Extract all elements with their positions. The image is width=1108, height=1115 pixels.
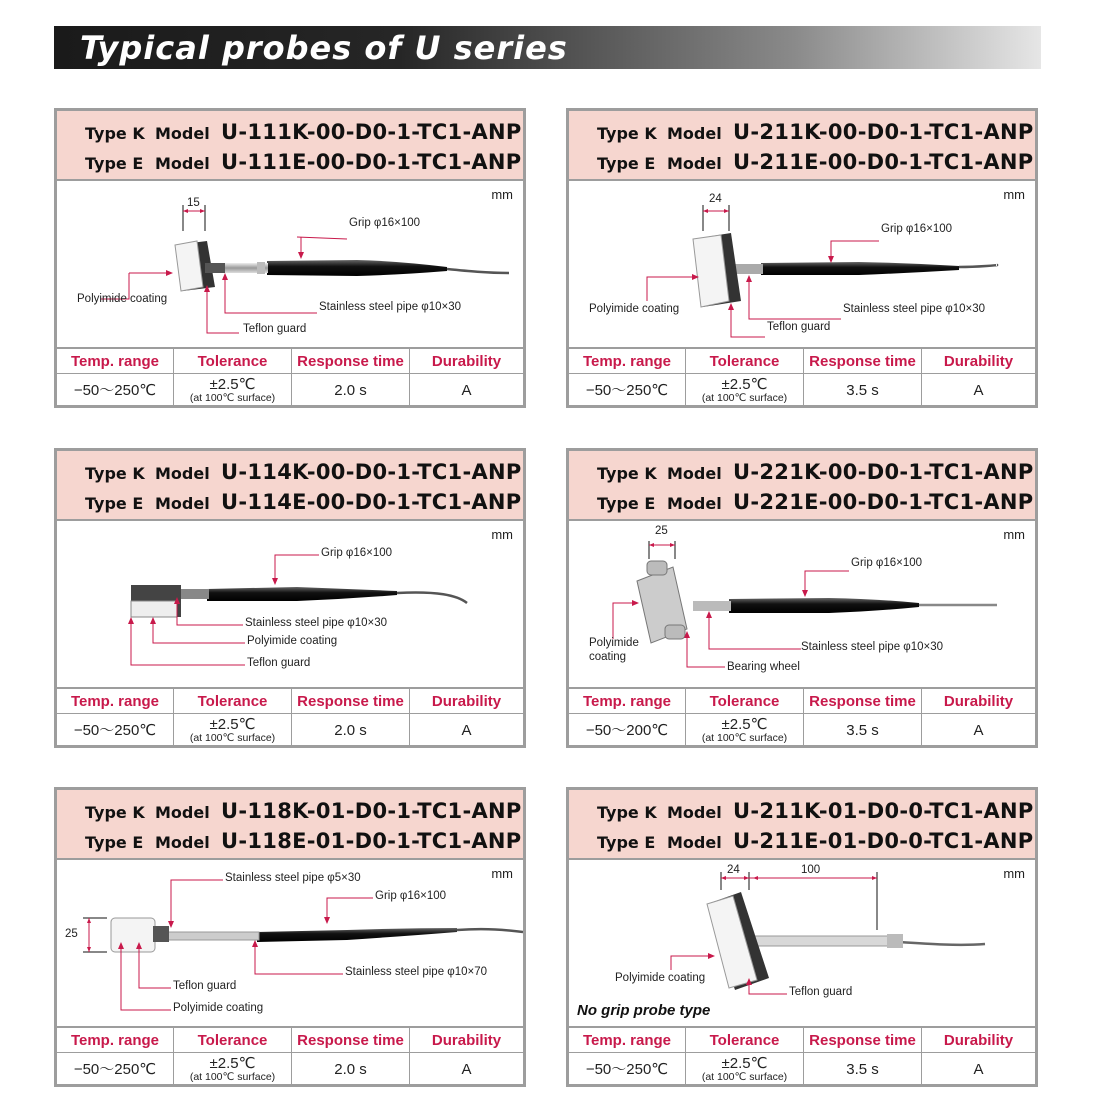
tolerance-note: (at 100℃ surface)	[189, 731, 276, 744]
probe-card-u111	[54, 108, 526, 408]
header-tolerance: Tolerance	[174, 349, 292, 374]
unit-label: mm	[1003, 527, 1025, 542]
page-title: Typical probes of U series	[80, 29, 568, 67]
type-label: Type E	[597, 833, 656, 852]
tolerance-note: (at 100℃ surface)	[701, 391, 788, 404]
type-label: Type E	[85, 833, 144, 852]
model-row-type-k	[597, 799, 1034, 825]
header-durability: Durability	[410, 689, 523, 714]
header-temp-range: Temp. range	[569, 1028, 686, 1053]
model-header	[569, 790, 1035, 860]
model-header	[57, 111, 523, 181]
value-temp-range: −50〜250℃	[57, 374, 174, 407]
probe-card-u211-no-grip	[566, 787, 1038, 1087]
model-code-k: U-118K-01-D0-1-TC1-ANP	[221, 799, 522, 823]
value-temp-range: −50〜200℃	[569, 714, 686, 747]
callout-polyimide-coating: Polyimide coating	[173, 1002, 264, 1014]
model-word: Model	[155, 464, 210, 483]
type-label: Type K	[597, 803, 657, 822]
model-code-e: U-118E-01-D0-1-TC1-ANP	[221, 829, 522, 853]
title-banner	[54, 26, 1041, 69]
model-code-k: U-114K-00-D0-1-TC1-ANP	[221, 460, 522, 484]
model-code-e: U-114E-00-D0-1-TC1-ANP	[221, 490, 522, 514]
model-row-type-e	[85, 150, 522, 176]
unit-label: mm	[1003, 187, 1025, 202]
model-word: Model	[155, 154, 210, 173]
model-code-e: U-211E-00-D0-1-TC1-ANP	[733, 150, 1034, 174]
model-row-type-e	[597, 490, 1034, 516]
header-durability: Durability	[922, 1028, 1035, 1053]
callout-grip: Grip φ16×100	[375, 890, 447, 902]
tolerance-note: (at 100℃ surface)	[189, 1070, 276, 1083]
callout-polyimide: Polyimide	[589, 637, 639, 649]
value-response-time: 3.5 s	[804, 1053, 922, 1086]
tolerance-value: ±2.5℃	[721, 1055, 768, 1073]
probe-card-u221	[566, 448, 1038, 748]
header-response-time: Response time	[804, 349, 922, 374]
model-word: Model	[667, 154, 722, 173]
tolerance-note: (at 100℃ surface)	[189, 391, 276, 404]
value-durability: A	[973, 381, 984, 399]
value-temp-range: −50〜250℃	[569, 374, 686, 407]
tolerance-value: ±2.5℃	[209, 1055, 256, 1073]
probe-card-u211	[566, 108, 1038, 408]
dimension-label: 25	[655, 525, 668, 537]
unit-label: mm	[491, 866, 513, 881]
header-temp-range: Temp. range	[569, 689, 686, 714]
value-durability: A	[973, 721, 984, 739]
model-row-type-k	[597, 120, 1034, 146]
model-row-type-k	[85, 799, 522, 825]
value-response-time: 2.0 s	[292, 714, 410, 747]
model-header	[569, 451, 1035, 521]
callout-stainless-pipe: Stainless steel pipe φ10×30	[843, 303, 986, 315]
model-header	[57, 790, 523, 860]
callout-stainless-pipe: Stainless steel pipe φ10×30	[245, 617, 388, 629]
value-response-time: 3.5 s	[804, 714, 922, 747]
model-word: Model	[155, 833, 210, 852]
probe-diagram	[569, 181, 1035, 347]
callout-grip: Grip φ16×100	[881, 223, 953, 235]
header-response-time: Response time	[804, 689, 922, 714]
value-durability: A	[461, 1060, 472, 1078]
tolerance-value: ±2.5℃	[721, 376, 768, 394]
header-tolerance: Tolerance	[686, 349, 804, 374]
callout-teflon-guard: Teflon guard	[243, 323, 307, 335]
header-response-time: Response time	[292, 1028, 410, 1053]
spec-table	[569, 347, 1035, 405]
callout-grip: Grip φ16×100	[349, 217, 421, 229]
value-durability: A	[461, 381, 472, 399]
probe-diagram	[569, 521, 1035, 687]
callout-polyimide-coating: Polyimide coating	[247, 635, 338, 647]
model-code-e: U-111E-00-D0-1-TC1-ANP	[221, 150, 522, 174]
callout-grip: Grip φ16×100	[321, 547, 393, 559]
header-durability: Durability	[410, 349, 523, 374]
model-word: Model	[155, 494, 210, 513]
model-code-k: U-211K-00-D0-1-TC1-ANP	[733, 120, 1034, 144]
value-tolerance	[686, 1053, 804, 1086]
model-word: Model	[667, 833, 722, 852]
callout-teflon-guard: Teflon guard	[173, 980, 237, 992]
model-code-k: U-221K-00-D0-1-TC1-ANP	[733, 460, 1034, 484]
unit-label: mm	[491, 187, 513, 202]
tolerance-value: ±2.5℃	[209, 716, 256, 734]
value-tolerance	[174, 374, 292, 407]
model-code-e: U-221E-00-D0-1-TC1-ANP	[733, 490, 1034, 514]
model-code-e: U-211E-01-D0-0-TC1-ANP	[733, 829, 1034, 853]
tolerance-note: (at 100℃ surface)	[701, 1070, 788, 1083]
no-grip-note: No grip probe type	[577, 1002, 711, 1019]
spec-table	[57, 1026, 523, 1084]
probe-drawing	[569, 521, 1035, 687]
probe-diagram	[57, 521, 523, 687]
type-label: Type E	[85, 154, 144, 173]
probe-drawing	[57, 860, 523, 1026]
callout-stainless-pipe: Stainless steel pipe φ10×30	[801, 641, 944, 653]
unit-label: mm	[491, 527, 513, 542]
dimension-label: 25	[65, 928, 78, 940]
header-temp-range: Temp. range	[57, 349, 174, 374]
model-code-k: U-211K-01-D0-0-TC1-ANP	[733, 799, 1034, 823]
header-response-time: Response time	[292, 689, 410, 714]
model-word: Model	[155, 124, 210, 143]
unit-label: mm	[1003, 866, 1025, 881]
type-label: Type E	[85, 494, 144, 513]
model-code-k: U-111K-00-D0-1-TC1-ANP	[221, 120, 522, 144]
probe-diagram	[57, 181, 523, 347]
value-durability: A	[973, 1060, 984, 1078]
type-label: Type E	[597, 154, 656, 173]
callout-stainless-pipe-small: Stainless steel pipe φ5×30	[225, 872, 361, 884]
model-row-type-k	[85, 460, 522, 486]
callout-grip: Grip φ16×100	[851, 557, 923, 569]
dimension-label: 24	[709, 193, 722, 205]
header-tolerance: Tolerance	[174, 689, 292, 714]
value-tolerance	[686, 714, 804, 747]
value-temp-range: −50〜250℃	[57, 1053, 174, 1086]
callout-polyimide-coating: Polyimide coating	[77, 293, 168, 305]
header-response-time: Response time	[292, 349, 410, 374]
value-tolerance	[174, 1053, 292, 1086]
model-header	[57, 451, 523, 521]
value-tolerance	[686, 374, 804, 407]
callout-polyimide-coating: Polyimide coating	[589, 303, 680, 315]
value-temp-range: −50〜250℃	[57, 714, 174, 747]
probe-card-u114	[54, 448, 526, 748]
model-row-type-e	[597, 150, 1034, 176]
header-durability: Durability	[410, 1028, 523, 1053]
model-header	[569, 111, 1035, 181]
header-temp-range: Temp. range	[57, 689, 174, 714]
dimension-label: 24	[727, 864, 740, 876]
model-word: Model	[667, 494, 722, 513]
callout-stainless-pipe: Stainless steel pipe φ10×30	[319, 301, 462, 313]
value-tolerance	[174, 714, 292, 747]
model-row-type-k	[597, 460, 1034, 486]
model-row-type-e	[85, 490, 522, 516]
value-response-time: 3.5 s	[804, 374, 922, 407]
dimension-label: 100	[801, 864, 821, 876]
callout-stainless-pipe: Stainless steel pipe φ10×70	[345, 966, 488, 978]
model-row-type-e	[85, 829, 522, 855]
probe-diagram	[569, 860, 1035, 1026]
spec-table	[57, 687, 523, 745]
type-label: Type K	[85, 124, 145, 143]
probe-card-u118	[54, 787, 526, 1087]
callout-teflon-guard: Teflon guard	[247, 657, 311, 669]
type-label: Type E	[597, 494, 656, 513]
value-durability: A	[461, 721, 472, 739]
type-label: Type K	[597, 124, 657, 143]
callout-teflon-guard: Teflon guard	[767, 321, 831, 333]
type-label: Type K	[85, 464, 145, 483]
model-word: Model	[667, 464, 722, 483]
spec-table	[57, 347, 523, 405]
spec-table	[569, 687, 1035, 745]
tolerance-value: ±2.5℃	[721, 716, 768, 734]
model-word: Model	[667, 124, 722, 143]
model-word: Model	[667, 803, 722, 822]
callout-bearing-wheel: Bearing wheel	[727, 661, 800, 673]
callout-teflon-guard: Teflon guard	[789, 986, 853, 998]
header-tolerance: Tolerance	[174, 1028, 292, 1053]
dimension-label: 15	[187, 197, 200, 209]
spec-table	[569, 1026, 1035, 1084]
tolerance-note: (at 100℃ surface)	[701, 731, 788, 744]
tolerance-value: ±2.5℃	[209, 376, 256, 394]
value-response-time: 2.0 s	[292, 374, 410, 407]
probe-diagram	[57, 860, 523, 1026]
header-temp-range: Temp. range	[569, 349, 686, 374]
model-word: Model	[155, 803, 210, 822]
value-response-time: 2.0 s	[292, 1053, 410, 1086]
type-label: Type K	[85, 803, 145, 822]
header-temp-range: Temp. range	[57, 1028, 174, 1053]
header-tolerance: Tolerance	[686, 1028, 804, 1053]
value-temp-range: −50〜250℃	[569, 1053, 686, 1086]
header-response-time: Response time	[804, 1028, 922, 1053]
header-durability: Durability	[922, 349, 1035, 374]
header-tolerance: Tolerance	[686, 689, 804, 714]
model-row-type-k	[85, 120, 522, 146]
callout-coating: coating	[589, 651, 627, 663]
header-durability: Durability	[922, 689, 1035, 714]
type-label: Type K	[597, 464, 657, 483]
model-row-type-e	[597, 829, 1034, 855]
callout-polyimide-coating: Polyimide coating	[615, 972, 706, 984]
